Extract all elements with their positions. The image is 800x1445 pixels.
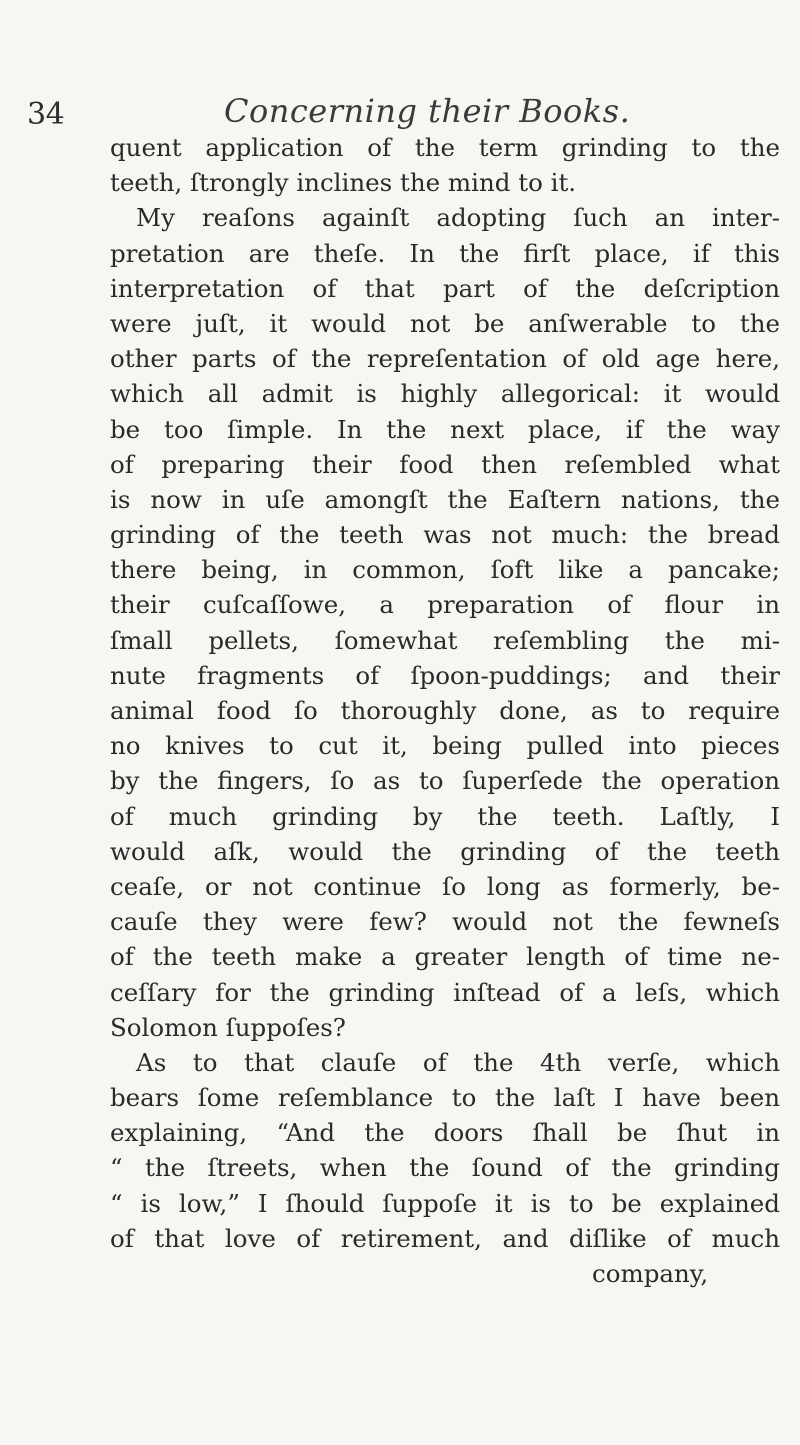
text-line: which all admit is highly allegorical: it would (110, 379, 780, 409)
text-line: Solomon ſuppoſes? (110, 1012, 346, 1042)
text-line: explaining, “And the doors ſhall be ſhut in (110, 1118, 780, 1148)
text-line: would aſk, would the grinding of the teeth (110, 836, 780, 866)
text-line: As to that clauſe of the 4th verſe, which (136, 1047, 780, 1077)
text-line: of preparing their food then reſembled what (110, 449, 780, 479)
text-line: “ the ſtreets, when the ſound of the grinding (110, 1153, 780, 1183)
text-line: cauſe they were few? would not the fewneſs (110, 907, 780, 937)
text-line: ſmall pellets, ſomewhat reſembling the mi- (110, 625, 780, 655)
text-line: quent application of the term grinding to the (110, 133, 780, 162)
text-line: is now in uſe amongſt the Eaſtern nations, the (110, 484, 780, 514)
body-text (110, 130, 780, 1291)
text-line: bears ſome reſemblance to the laſt I have been (110, 1083, 780, 1113)
running-head: Concerning their Books. (224, 92, 631, 130)
text-line: ceſſary for the grinding inſtead of a leſs, which (110, 977, 780, 1007)
text-line: My reaſons againſt adopting ſuch an inter- (136, 203, 780, 233)
page-number: 34 (27, 97, 65, 132)
text-line: grinding of the teeth was not much: the bread (110, 520, 780, 550)
text-line: other parts of the repreſentation of old age here, (110, 344, 780, 374)
text-line: of much grinding by the teeth. Laſtly, I (110, 801, 780, 831)
text-line: their cuſcaſſowe, a preparation of flour in (110, 590, 780, 620)
text-line: by the fingers, ſo as to ſuperſede the operation (110, 766, 780, 796)
text-line: no knives to cut it, being pulled into pieces (110, 731, 780, 761)
text-line: of that love of retirement, and diſlike of much (110, 1223, 780, 1253)
text-line: “ is low,” I ſhould ſuppoſe it is to be explained (110, 1188, 780, 1218)
text-line: of the teeth make a greater length of time ne- (110, 942, 780, 972)
text-line: ceaſe, or not continue ſo long as formerly, be- (110, 871, 780, 901)
text-line: animal food ſo thoroughly done, as to require (110, 696, 780, 725)
text-line: nute fragments of ſpoon-puddings; and their (110, 660, 780, 690)
text-line: there being, in common, ſoft like a pancake; (110, 555, 780, 585)
text-line: be too ſimple. In the next place, if the way (110, 414, 780, 444)
text-line: were juſt, it would not be anſwerable to the (110, 308, 780, 338)
text-line: teeth, ſtrongly inclines the mind to it. (110, 168, 577, 198)
text-line: pretation are theſe. In the firſt place, if this (110, 238, 780, 268)
catchword: company, (592, 1259, 709, 1288)
text-line: interpretation of that part of the deſcription (110, 273, 780, 303)
